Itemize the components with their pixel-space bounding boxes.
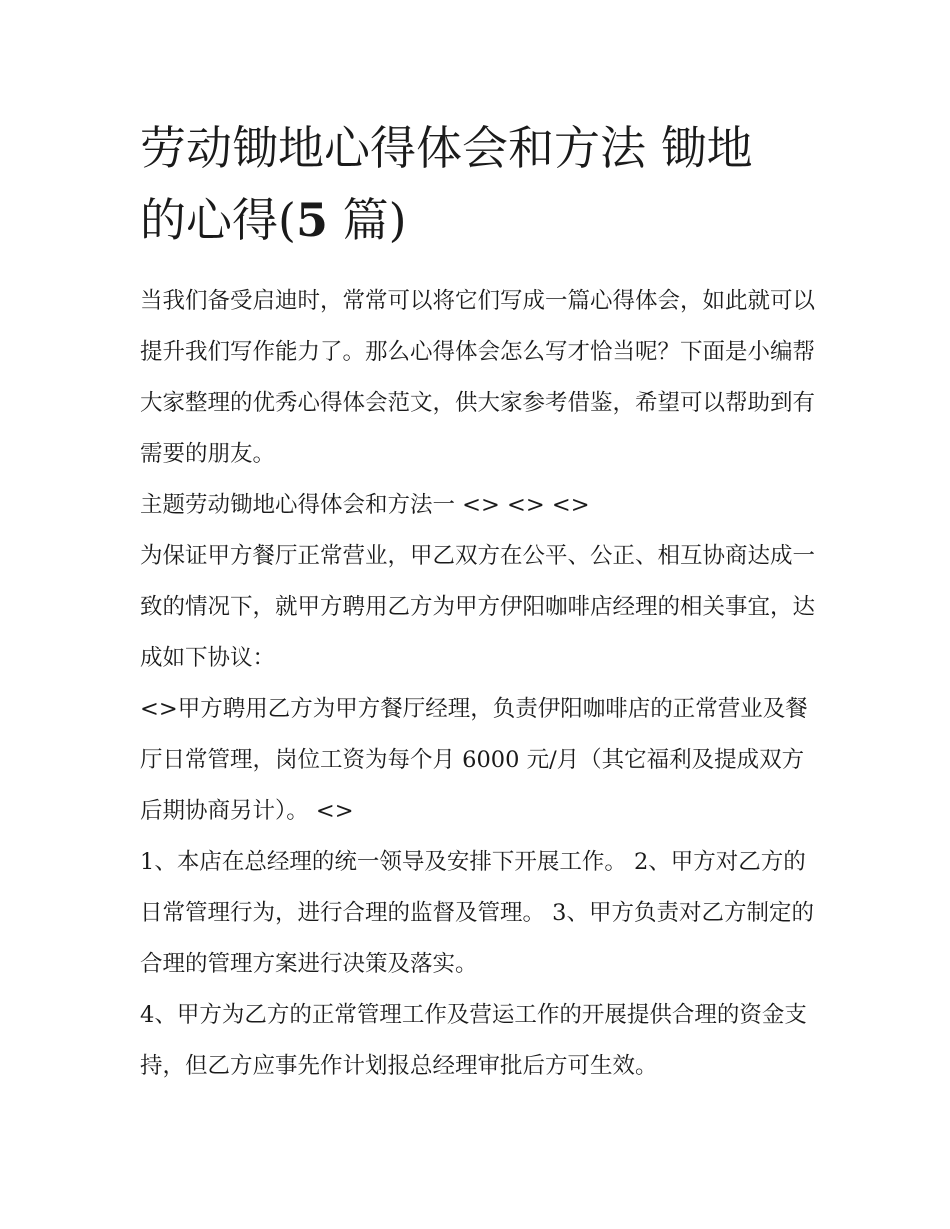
title-line-1: 劳动锄地心得体会和方法 锄地 — [140, 121, 753, 175]
document-title — [140, 112, 820, 256]
clauses-paragraph-1-3: 1、本店在总经理的统一领导及安排下开展工作。 2、甲方对乙方的日常管理行为，进行合理的监督及管理。 3、甲方负责对乙方制定的合理的管理方案进行决策及落实。 — [140, 849, 814, 977]
title-line-2-prefix: 的心得( — [140, 193, 296, 247]
title-count: 5 — [295, 193, 328, 247]
intro-paragraph: 当我们备受启迪时，常常可以将它们写成一篇心得体会，如此就可以提升我们写作能力了。那么心得体会怎么写才恰当呢？下面是小编帮大家整理的优秀心得体会范文，供大家参考借鉴，希望可以帮助到有需要的朋友。 — [140, 288, 816, 467]
employment-paragraph: <>甲方聘用乙方为甲方餐厅经理，负责伊阳咖啡店的正常营业及餐厅日常管理，岗位工资为每个月 6000 元/月（其它福利及提成双方后期协商另计）。 <> — [140, 696, 808, 824]
title-line-2-suffix: 篇) — [327, 193, 407, 247]
agreement-paragraph: 为保证甲方餐厅正常营业，甲乙双方在公平、公正、相互协商达成一致的情况下，就甲方聘用乙方为甲方伊阳咖啡店经理的相关事宜，达成如下协议： — [140, 543, 816, 671]
clause-paragraph-4: 4、甲方为乙方的正常管理工作及营运工作的开展提供合理的资金支持，但乙方应事先作计划报总经理审批后方可生效。 — [140, 1002, 807, 1079]
document-page — [140, 112, 820, 1092]
section-heading: 主题劳动锄地心得体会和方法一 <> <> <> — [140, 492, 590, 518]
